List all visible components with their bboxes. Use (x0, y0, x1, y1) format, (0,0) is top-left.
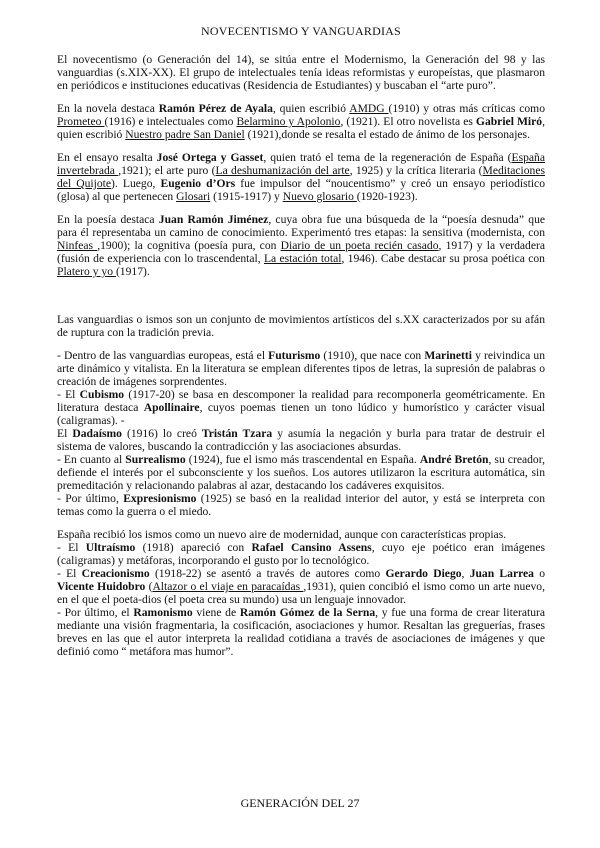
work-title: AMDG (349, 102, 389, 115)
work-title: La deshumanización del arte (215, 164, 350, 177)
text-run: , y fue una forma de crear literatura mediante una visión fragmentaria, la cosificación, asociaciones y humor. Resaltan las greguerías, frases breves en las que el autor interpreta la realidad cotidiana a través de asociaciones de imágenes y que definió como “ metáfora mas humor”. (57, 606, 546, 658)
text-run: ,1931), quien concibió el ismo como un arte nuevo, en el que el poeta-dios (el poeta crea su mundo) usa un lenguaje innovador. (57, 580, 545, 606)
text-run: , cuyos poemas tienen un tono lúdico y humorístico y carácter visual (caligramas). - (57, 401, 545, 427)
text-run: (1925) se basó en la realidad interior del autor, y está se interpreta con temas como la guerra o el miedo. (57, 492, 545, 518)
author-name: Eugenio d’Ors (160, 177, 236, 190)
text-run: - El (57, 541, 86, 554)
text-run: - El (57, 388, 80, 401)
text-run: viene de (192, 606, 240, 619)
text-run: (1917). (115, 265, 150, 278)
author-name: Marinetti (424, 349, 472, 362)
author-name: José Ortega y Gasset (156, 151, 264, 164)
author-name: Juan Ramón Jiménez (158, 213, 269, 226)
text-run: o (533, 567, 546, 580)
work-title: Diario de un poeta recién casado (280, 239, 439, 252)
text-run: (1920-1923). (356, 190, 418, 203)
text-run: (1916) e intelectuales como (104, 115, 237, 128)
author-name: Rafael Cansino Assens (251, 541, 372, 554)
text-run: , quien escribió (272, 102, 350, 115)
text-run: , (1921). El otro novelista es (340, 115, 476, 128)
work-title: Prometeo (57, 115, 105, 128)
paragraph-vanguardias-europeas (57, 349, 545, 518)
text-run: - Dentro de las vanguardias europeas, está el (57, 349, 269, 362)
text-run: , 1946). Cabe destacar su prosa poética con (341, 252, 545, 265)
paragraph-vanguardias-espana (57, 528, 545, 658)
text-run: (1921),donde se resalta el estado de ánimo de los personajes. (244, 128, 530, 141)
paragraph-poesia (57, 213, 545, 278)
text-run: En la poesía destaca (57, 213, 159, 226)
text-run: , su creador, defiende el interés por el subconsciente y los sueños. Los autores utilizaron la escritura automática, sin premeditación y relacionando palabras al azar, destacando los cadáveres exquisitos. (57, 453, 545, 492)
work-title: Belarmino y Apolonio (236, 115, 341, 128)
text-run: - En cuanto al (57, 453, 126, 466)
work-title: Nuestro padre San Daniel (125, 128, 245, 141)
text-run: En el ensayo resalta (57, 151, 157, 164)
movement-name: Dadaísmo (72, 427, 122, 440)
text-run: En la novela destaca (57, 102, 159, 115)
paragraph-vanguardias-intro: Las vanguardias o ismos son un conjunto de movimientos artísticos del s.XX caracterizados por su afán de ruptura con la tradición previa. (57, 313, 545, 339)
text-run: , quien trató el tema de la regeneración de España ( (263, 151, 512, 164)
text-run: y reivindica un arte dinámico y vitalista. En la literatura se emplean diferentes tipos de letras, la supresión de palabras o creación de imágenes sorprendentes. (57, 349, 545, 388)
text-run: - Por último, el (57, 606, 134, 619)
document-title: NOVECENTISMO Y VANGUARDIAS (201, 24, 401, 38)
author-name: Gerardo Diego (385, 567, 462, 580)
work-title: Glosari (176, 190, 211, 203)
text-run: , cuya obra fue una búsqueda de la “poesía desnuda” que para él representaba un camino de conocimiento. Experimentó tres etapas: la sensitiva (modernista, con (57, 213, 546, 239)
text-run: (1910), que nace con (320, 349, 425, 362)
work-title: Ninfeas (57, 239, 98, 252)
work-title: La estación total (263, 252, 342, 265)
text-run: (1918) apareció con (135, 541, 252, 554)
movement-name: Surrealismo (125, 453, 186, 466)
document-page (57, 24, 545, 658)
text-run: (1910) y otras más críticas como (388, 102, 545, 115)
text-run: (1924), fue el ismo más trascendental en España. (185, 453, 420, 466)
text-run: , (461, 567, 470, 580)
text-run: , quien escribió (57, 115, 545, 141)
text-run: España recibió los ismos como un nuevo aire de modernidad, aunque con características propias. (57, 528, 507, 541)
movement-name: Ultraísmo (85, 541, 136, 554)
text-run: (1918-22) se asentó a través de autores como (149, 567, 386, 580)
text-run: ). Luego, (111, 177, 161, 190)
movement-name: Cubismo (79, 388, 125, 401)
text-run: - Por último, (57, 492, 124, 505)
text-run: , 1925) y la crítica literaria ( (349, 164, 483, 177)
author-name: Tristán Tzara (201, 427, 273, 440)
text-run: (1915-1917) y (210, 190, 283, 203)
text-run: (1917-20) se basa en descomponer la realidad para recomponerla geométricamente. En literatura destaca (57, 388, 545, 414)
text-run: - El (57, 567, 82, 580)
author-name: André Bretón (419, 453, 489, 466)
text-run: ,1921); el arte puro ( (118, 164, 216, 177)
paragraph-novela (57, 102, 545, 141)
movement-name: Expresionismo (123, 492, 197, 505)
page-footer: GENERACIÓN DEL 27 (240, 796, 360, 810)
movement-name: Creacionismo (81, 567, 150, 580)
text-run: , 1917) y la verdadera (fusión de experiencia con lo trascendental, (57, 239, 545, 265)
author-name: Ramón Pérez de Ayala (158, 102, 273, 115)
author-name: Gabriel Miró (475, 115, 543, 128)
work-title: Meditaciones del Quijote (57, 164, 545, 190)
work-title: Nuevo glosario (282, 190, 357, 203)
author-name: Vicente Huidobro (57, 580, 146, 593)
text-run: (1916) lo creó (121, 427, 202, 440)
work-title: Altazor o el viaje en paracaídas (152, 580, 304, 593)
author-name: Apollinaire (143, 401, 200, 414)
paragraph-ensayo (57, 151, 545, 203)
text-run: fue impulsor del “noucentismo” y creó un ensayo periodístico (glosa) al que pertenecen (57, 177, 545, 203)
text-run: ( (145, 580, 153, 593)
movement-name: Futurismo (268, 349, 321, 362)
text-run: , cuyo eje poético eran imágenes (caligramas) y metáforas, incorporando el gusto por lo tecnológico. (57, 541, 545, 567)
text-run: El (57, 427, 73, 440)
author-name: Juan Larrea (469, 567, 534, 580)
movement-name: Ramonismo (133, 606, 193, 619)
paragraph-novecentismo-intro: El novecentismo (o Generación del 14), se sitúa entre el Modernismo, la Generación del 98 y las vanguardias (s.XIX-XX). El grupo de intelectuales tenía ideas reformistas y europeístas, que plasmaron en periódicos e instituciones educativas (Residencia de Estudiantes) y buscaban el “arte puro”. (57, 53, 545, 92)
work-title: Platero y yo (57, 265, 116, 278)
text-run: y asumía la negación y burla para tratar de destruir el sistema de valores, buscando la contradicción y las asociaciones absurdas. (57, 427, 545, 453)
work-title: España invertebrada (57, 151, 545, 177)
author-name: Ramón Gómez de la Serna (239, 606, 376, 619)
text-run: ,1900); la cognitiva (poesía pura, con (97, 239, 281, 252)
